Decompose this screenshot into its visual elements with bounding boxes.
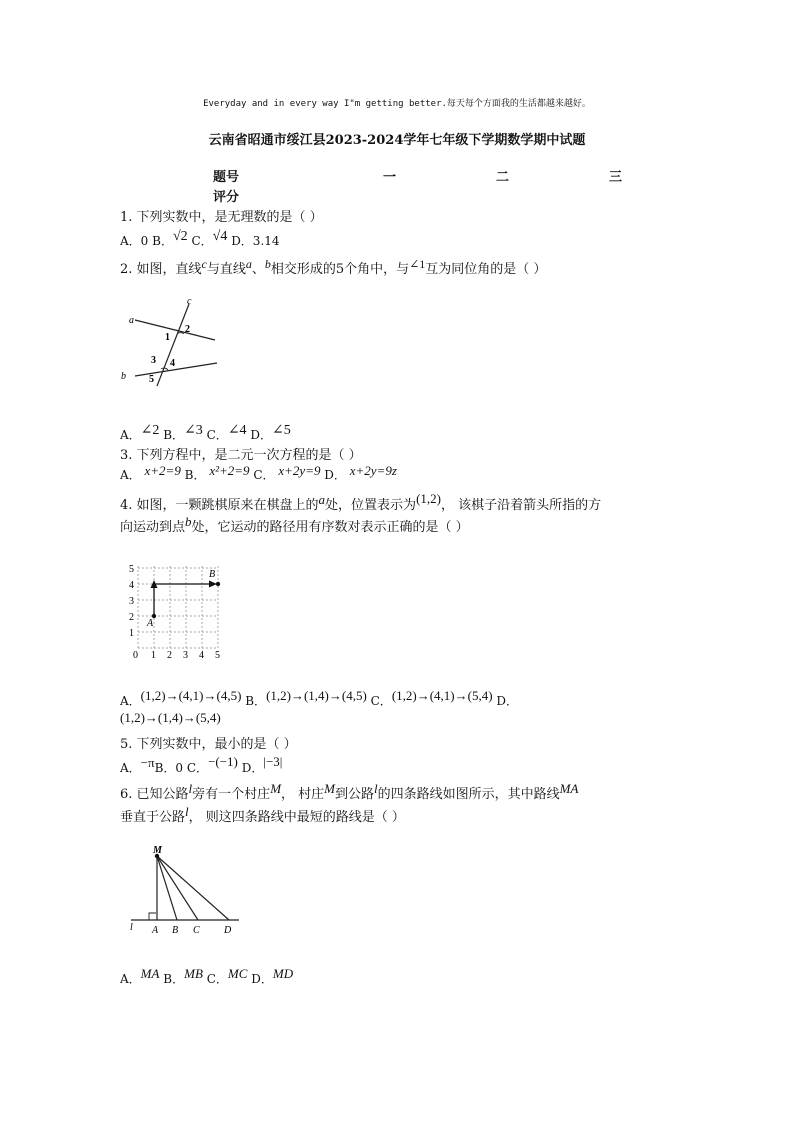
svg-text:3: 3 — [129, 596, 134, 607]
line-b — [135, 363, 217, 376]
svg-text:5: 5 — [215, 650, 220, 660]
figure-label-B: B — [172, 925, 179, 936]
figure-label-1: 1 — [165, 332, 170, 343]
option-a: A．0 — [120, 234, 149, 248]
question-4-stem-line-2: 向运动到点b处，它运动的路径用有序数对表示正确的是（ ） — [120, 514, 469, 535]
option-d: D．3.14 — [231, 234, 280, 248]
question-6-options: A．MA B．MB C．MC D．MD — [120, 966, 294, 986]
figure-label-b: b — [121, 371, 126, 382]
grid-lines — [138, 566, 218, 648]
question-6-stem-line-1: 6. 已知公路l旁有一个村庄M， 村庄M到公路l的四条路线如图所示，其中路线MA — [120, 781, 579, 802]
question-1-stem: 1. 下列实数中，是无理数的是（ ） — [120, 210, 323, 225]
question-5-options: A．−πB．0 C．−(−1) D．|−3| — [120, 754, 283, 775]
table-header-part-3: 三 — [609, 170, 623, 185]
question-6-figure — [125, 844, 245, 936]
option-c-label: C． — [191, 234, 213, 248]
question-4-grid-figure — [128, 558, 232, 660]
figure-label-C: C — [193, 925, 200, 936]
option-b-math: √2 — [172, 229, 188, 244]
svg-text:4: 4 — [129, 580, 134, 591]
right-angle-mark — [149, 913, 156, 920]
svg-text:1: 1 — [129, 628, 134, 639]
path-mc — [157, 856, 198, 920]
figure-label-a: a — [129, 315, 134, 326]
figure-label-4: 4 — [170, 358, 175, 369]
question-4-options-line-1: A．(1,2)→(4,1)→(4,5) B．(1,2)→(1,4)→(4,5) C．(1,2)→(4,1)→(5,4) D． — [120, 688, 518, 708]
figure-label-2: 2 — [185, 324, 190, 335]
figure-label-A: A — [147, 618, 154, 629]
option-b-label: B． — [152, 234, 173, 248]
table-header-part-1: 一 — [383, 170, 397, 185]
table-header-question-number: 题号 — [213, 170, 240, 185]
question-3-options: A． x+2=9 B． x²+2=9 C． x+2y=9 D． x+2y=9z — [120, 463, 397, 482]
point-b — [216, 582, 220, 586]
figure-label-M: M — [153, 845, 162, 856]
svg-text:2: 2 — [167, 650, 172, 660]
axis-tick-labels — [129, 564, 220, 660]
figure-label-D: D — [224, 925, 232, 936]
angle-arc-1 — [177, 333, 184, 334]
angle-arc-3 — [161, 368, 168, 370]
figure-label-A: A — [152, 925, 159, 936]
option-c-math: √4 — [212, 229, 228, 244]
question-4-stem-line-1: 4. 如图，一颗跳棋原来在棋盘上的a处，位置表示为(1,2)， 该棋子沿着箭头所指的方 — [120, 491, 602, 513]
figure-label-l: l — [130, 922, 133, 933]
question-6-stem-line-2: 垂直于公路l， 则这四条路线中最短的路线是（ ） — [120, 804, 405, 825]
line-a — [135, 320, 215, 340]
figure-label-3: 3 — [151, 355, 156, 366]
figure-label-5: 5 — [149, 374, 154, 385]
exam-title: 云南省昭通市绥江县2023-2024学年七年级下学期数学期中试题 — [208, 133, 586, 148]
question-2-stem: 2. 如图，直线c与直线a、b相交形成的5个角中，与∠1互为同位角的是（ ） — [120, 257, 547, 277]
svg-text:5: 5 — [129, 564, 134, 575]
line-c — [157, 304, 189, 386]
figure-label-B: B — [209, 569, 216, 580]
question-2-options: A．∠2 B．∠3 C．∠4 D．∠5 — [120, 423, 291, 442]
question-4-options-line-2: (1,2)→(1,4)→(5,4) — [120, 710, 221, 725]
question-1-options — [120, 229, 280, 250]
path-md — [157, 856, 229, 920]
figure-label-c: c — [187, 296, 192, 307]
question-2-figure — [115, 292, 225, 392]
question-5-stem: 5. 下列实数中，最小的是（ ） — [120, 737, 297, 752]
svg-text:1: 1 — [151, 650, 156, 660]
question-3-stem: 3. 下列方程中，是二元一次方程的是（ ） — [120, 448, 362, 463]
svg-text:4: 4 — [199, 650, 204, 660]
table-header-part-2: 二 — [496, 170, 510, 185]
table-row-score-label: 评分 — [213, 190, 240, 205]
svg-text:0: 0 — [133, 650, 138, 660]
svg-text:3: 3 — [183, 650, 188, 660]
svg-text:2: 2 — [129, 612, 134, 623]
motto-text: Everyday and in every way I"m getting better.每天每个方面我的生活都越来越好。 — [203, 99, 591, 109]
